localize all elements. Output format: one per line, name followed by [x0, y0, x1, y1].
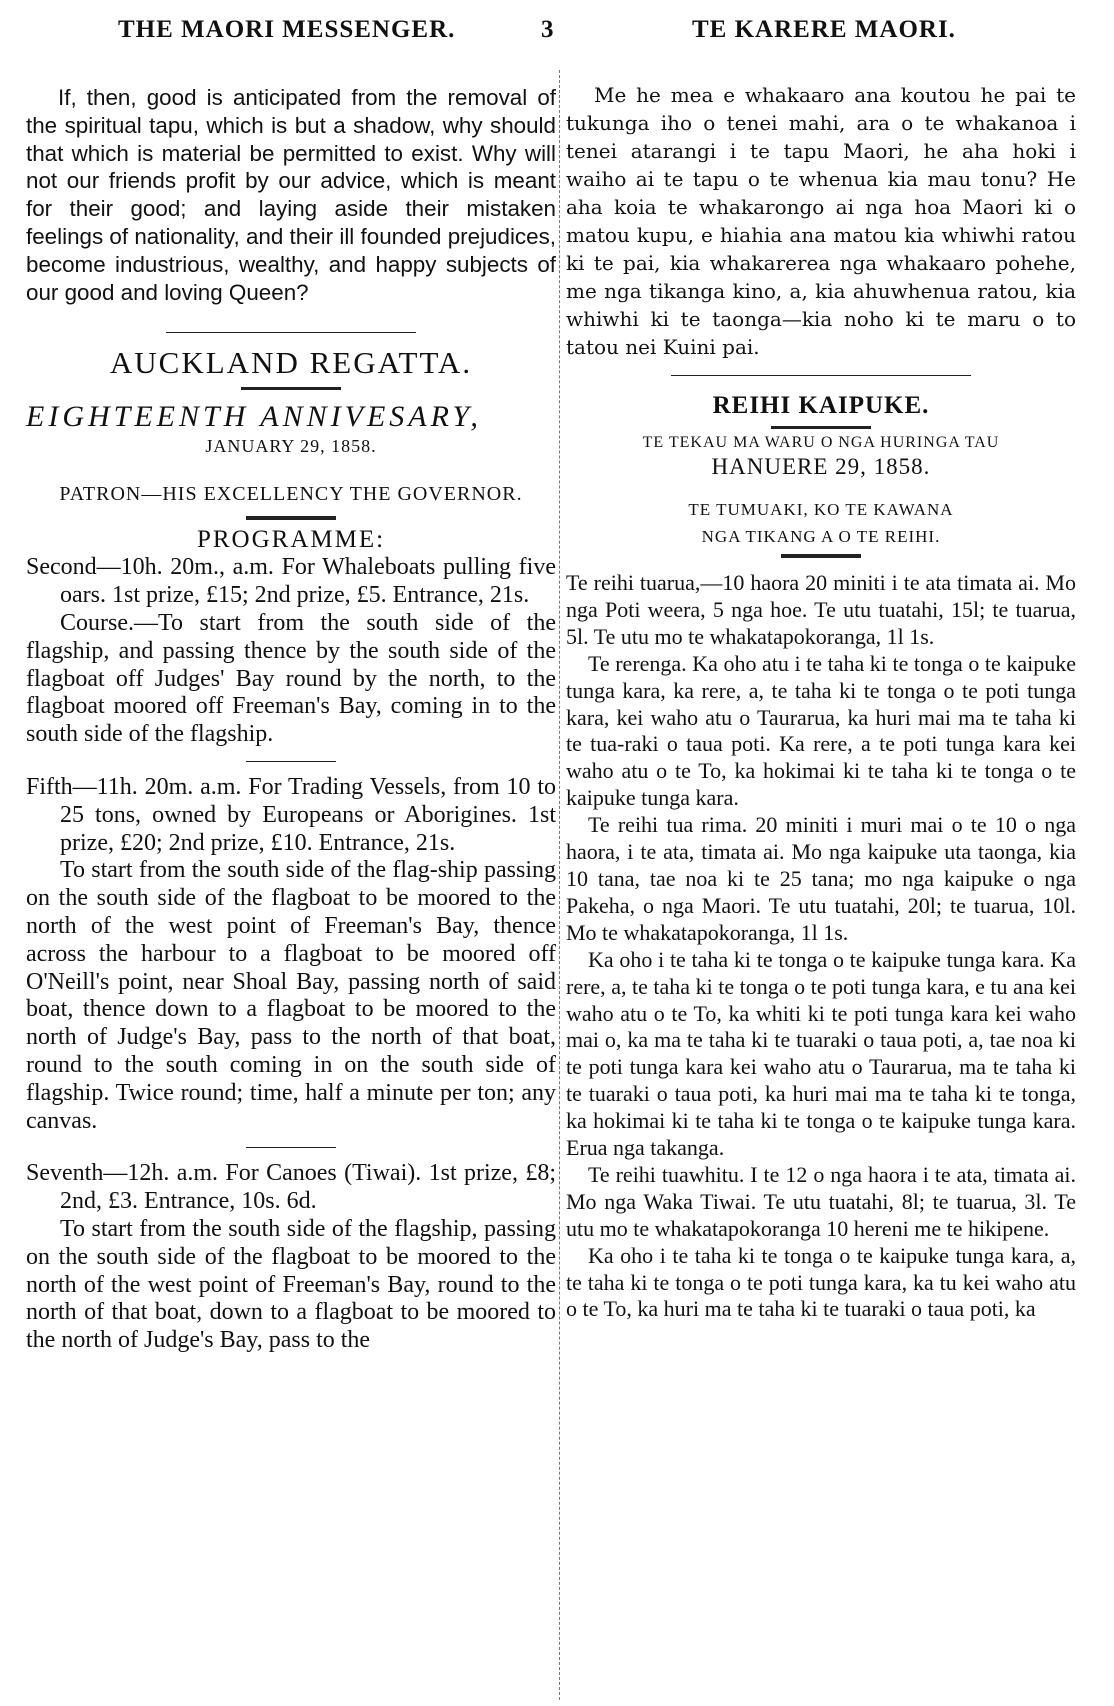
page-number: 3 — [541, 16, 555, 43]
english-column — [26, 62, 556, 1355]
seventh-race-maori: Te reihi tuawhitu. I te 12 o nga haora i te ata, timata ai. Mo nga Waka Tiwai. Te utu tuatahi, 8l; te tuarua, 3l. Te utu mo te whakatapokoranga 10 hereni me te hikipene. — [566, 1161, 1076, 1241]
anniversary-line-2: HANUERE 29, 1858. — [711, 454, 931, 479]
patron-line-1: TE TUMUAKI, KO TE KAWANA — [688, 500, 954, 519]
regatta-date: JANUARY 29, 1858. — [205, 436, 377, 457]
second-race-maori: Te reihi tuarua,—10 haora 20 miniti i te ata timata ai. Mo nga Poti weera, 5 nga hoe. Te utu tuatahi, 15l; te tuarua, 5l. Te utu mo te whakatapokoranga, 1l 1s. — [566, 570, 1076, 649]
regatta-title-maori: REIHI KAIPUKE. — [712, 392, 930, 419]
section-rule — [166, 332, 416, 333]
race-separator — [246, 761, 336, 762]
patron-maori — [566, 496, 1076, 550]
anniversary-line-1: TE TEKAU MA WARU O NGA HURINGA TAU — [642, 434, 1000, 451]
programme-heading: PROGRAMME: — [196, 526, 386, 554]
seventh-race-course-maori: Ka oho i te taha ki te tonga o te kaipuke tunga kara, a, te taha ki te tonga o te poti tunga kara, ka tu kei waho atu o te To, ka huri ma te taha ki te tuaraki o taua poti, ka — [566, 1242, 1076, 1322]
masthead-english: THE MAORI MESSENGER. — [118, 16, 456, 43]
fifth-race-course-maori: Ka oho i te taha ki te tonga o te kaipuke tunga kara. Ka rere, a, te taha ki te tonga o te poti tunga kara, e tu ana kei waho atu o te To, ka whiti ki te poti tunga kara kei waho mai o, ka ma te taha ki te tuaraki o taua poti, a, tae noa ki te poti tunga kara kei waho atu o Taurarua, ma te taha ki te tuaraki o taua poti, ka huri mai ma te taha ki te tonga, ka hokimai ki te taha ki te tonga o te kaipuke tunga kara. Erua nga takanga. — [566, 946, 1076, 1161]
seventh-race-entry: Seventh—12h. a.m. For Canoes (Tiwai). 1st prize, £8; 2nd, £3. Entrance, 10s. 6d. — [26, 1160, 556, 1215]
intro-paragraph-english: If, then, good is anticipated from the removal of the spiritual tapu, which is but a shadow, why should that which is material be permitted to exist. Why will not our friends profit by our advice, which is meant for their good; and laying aside their mistaken feelings of nationality, and their ill founded prejudices, become industrious, wealthy, and happy subjects of our good and loving Queen? — [26, 85, 556, 305]
fifth-race-course: To start from the south side of the flag-ship passing on the south side of the flagboat to be moored to the north of the west point of Freeman's Bay, thence across the harbour to a flagboat to be moored off O'Neill's point, near Shoal Bay, passing north of said boat, thence down to a flagboat to be moored to the north of Judge's Bay, pass to the north of that boat, round to the south coming in on the south side of flagship. Twice round; time, half a minute per ton; any canvas. — [26, 857, 556, 1134]
patron-rule — [246, 516, 336, 520]
patron-line-2: NGA TIKANG A O TE REIHI. — [701, 527, 941, 546]
intro-paragraph-maori: Me he mea e whakaaro ana koutou he pai te tukunga iho o tenei mahi, ara o te whakanoa i tenei atarangi i te tapu Maori, he aha hoki i waiho ai te tapu o te whenua kia mau tonu? He aha koia te whakarongo ai nga hoa Maori ki o matou kupu, e hiahia ana matou kia whiwhi ratou ki te pai, kia whakarerea nga whakaaro pohehe, me nga tikanga kino, a, kia ahuwhenua ratou, kia whiwhi ki te taonga—kia noho ki te maru o to tatou nei Kuini pai. — [566, 83, 1076, 359]
second-race-course: Course.—To start from the south side of the flagship, and passing thence by the south side of the flagboat off Judges' Bay round by the north, to the flagboat moored off Freeman's Bay, coming in to the south side of the flagship. — [26, 609, 556, 748]
regatta-title: AUCKLAND REGATTA. — [109, 345, 473, 381]
page-header — [0, 0, 1114, 62]
patron-line: PATRON—HIS EXCELLENCY THE GOVERNOR. — [59, 483, 523, 506]
title-rule — [771, 426, 871, 429]
title-rule — [241, 387, 341, 390]
fifth-race-entry: Fifth—11h. 20m. a.m. For Trading Vessels, from 10 to 25 tons, owned by Europeans or Aborigines. 1st prize, £20; 2nd prize, £10. Entrance, 21s. — [26, 773, 556, 856]
programme-body — [26, 554, 556, 1355]
section-rule — [671, 375, 971, 376]
second-race-course-maori: Te rerenga. Ka oho atu i te taha ki te tonga o te kaipuke tunga kara, ka rere, a, te taha ki te tonga o te poti tunga kara, kei waho atu o Taurarua, ka huri mai ma te taha ki te tua-raki o taua poti. Ka rere, a te poti tunga kara kei waho atu o te To, ka hokimai ki te taha ki te tonga o te kaipuke tunga kara. — [566, 650, 1076, 811]
race-separator — [246, 1147, 336, 1148]
anniversary-heading-maori — [566, 431, 1076, 482]
patron-rule — [781, 554, 861, 558]
fifth-race-maori: Te reihi tua rima. 20 miniti i muri mai o te 10 o nga haora, i te ata, timata ai. Mo nga kaipuke uta taonga, kia 10 tana, tae noa ki te 25 tana; mo nga kaipuke o nga Pakeha, o nga Maori. Te utu tuatahi, 20l; te tuarua, 10l. Mo te whakatapokoranga, 1l 1s. — [566, 812, 1076, 945]
second-race-entry: Second—10h. 20m., a.m. For Whaleboats pulling five oars. 1st prize, £15; 2nd prize, £5. Entrance, 21s. — [26, 554, 556, 609]
seventh-race-course: To start from the south side of the flagship, passing on the south side of the flagboat to be moored to the north of the west point of Freeman's Bay, round to the north of that boat, down to a flagboat to be moored to the north of Judge's Bay, pass to the — [26, 1215, 556, 1354]
column-divider — [559, 70, 561, 1700]
anniversary-heading: EIGHTEENTH ANNIVESARY, — [26, 400, 482, 434]
maori-column — [566, 62, 1076, 1323]
programme-body-maori — [566, 570, 1076, 1323]
masthead-maori: TE KARERE MAORI. — [692, 16, 956, 43]
